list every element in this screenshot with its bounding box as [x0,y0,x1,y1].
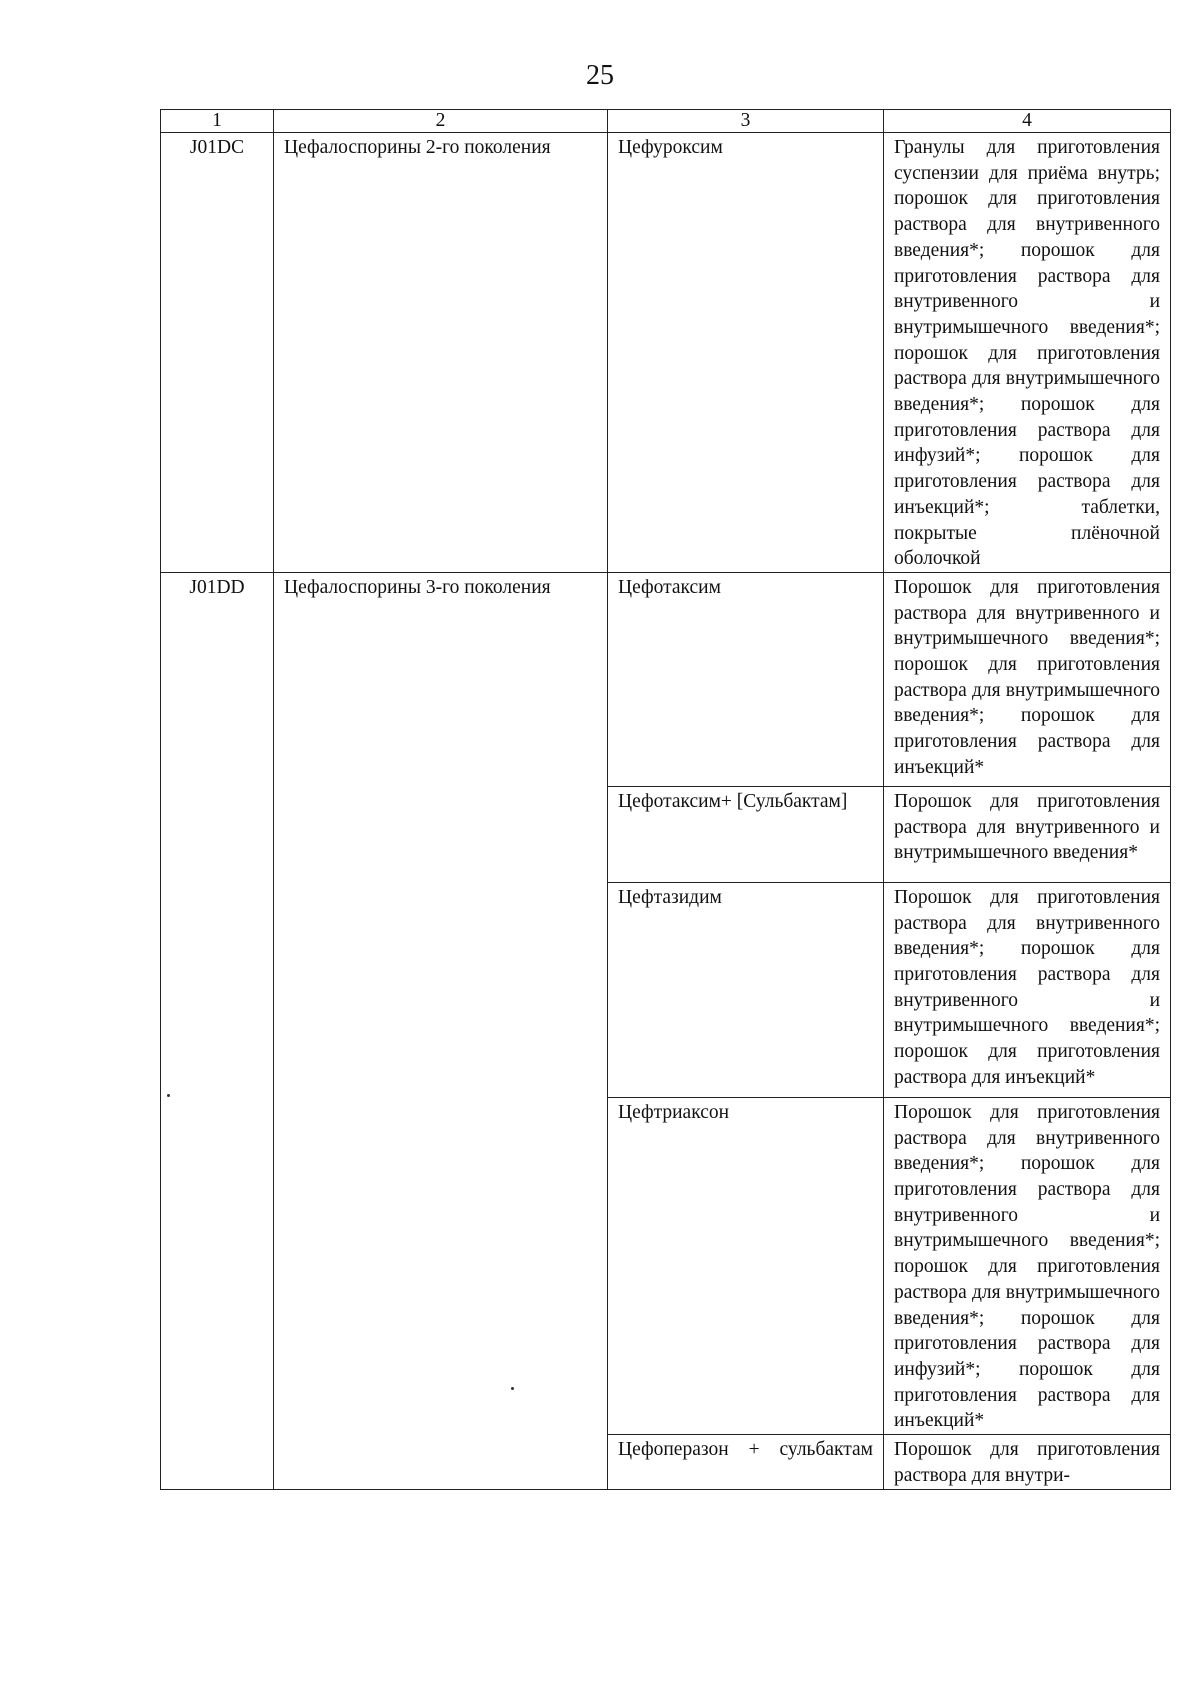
atc-code: J01DC [161,133,274,573]
atc-code: J01DD [161,572,274,1489]
drug-name: Цефтриаксон [608,1097,884,1434]
drug-name: Цефотаксим [608,572,884,786]
table-row [161,133,1171,573]
dosage-forms: Гранулы для приготовления суспензии для приёма внутрь; порошок для приготовления раствора для внутривенного введения*; порошок для приготовления раствора для внутривенного и внутримышечного введения*; порошок для приготовления раствора для внутримышечного введения*; порошок для приготовления раствора для инфузий*; порошок для приготовления раствора для инъекций*; таблетки, покрытые плёночной оболочкой [884,133,1171,573]
anatomical-therapeutic-group: Цефалоспорины 3-го поколения [274,572,608,1489]
scan-speck [167,1094,170,1097]
drug-name: Цефотаксим+ [Сульбактам] [608,786,884,882]
dosage-forms: Порошок для приготовления раствора для внутривенного и внутримышечного введения* [884,786,1171,882]
medication-table [160,109,1171,1490]
scan-speck [511,1387,514,1390]
dosage-forms: Порошок для приготовления раствора для внутри- [884,1435,1171,1490]
drug-name: Цефтазидим [608,882,884,1097]
drug-name: Цефуроксим [608,133,884,573]
column-header-4: 4 [884,110,1171,133]
header-row [161,110,1171,133]
column-header-3: 3 [608,110,884,133]
dosage-forms: Порошок для приготовления раствора для внутривенного введения*; порошок для приготовления раствора для внутривенного и внутримышечного введения*; порошок для приготовления раствора для инъекций* [884,882,1171,1097]
page-number: 25 [586,60,614,91]
anatomical-therapeutic-group: Цефалоспорины 2-го поколения [274,133,608,573]
column-header-2: 2 [274,110,608,133]
table-row [161,572,1171,786]
drug-name: Цефоперазон + сульбактам [608,1435,884,1490]
column-header-1: 1 [161,110,274,133]
dosage-forms: Порошок для приготовления раствора для внутривенного введения*; порошок для приготовления раствора для внутривенного и внутримышечного введения*; порошок для приготовления раствора для внутримышечного введения*; порошок для приготовления раствора для инфузий*; порошок для приготовления раствора для инъекций* [884,1097,1171,1434]
dosage-forms: Порошок для приготовления раствора для внутривенного и внутримышечного введения*; порошок для приготовления раствора для внутримышечного введения*; порошок для приготовления раствора для инъекций* [884,572,1171,786]
